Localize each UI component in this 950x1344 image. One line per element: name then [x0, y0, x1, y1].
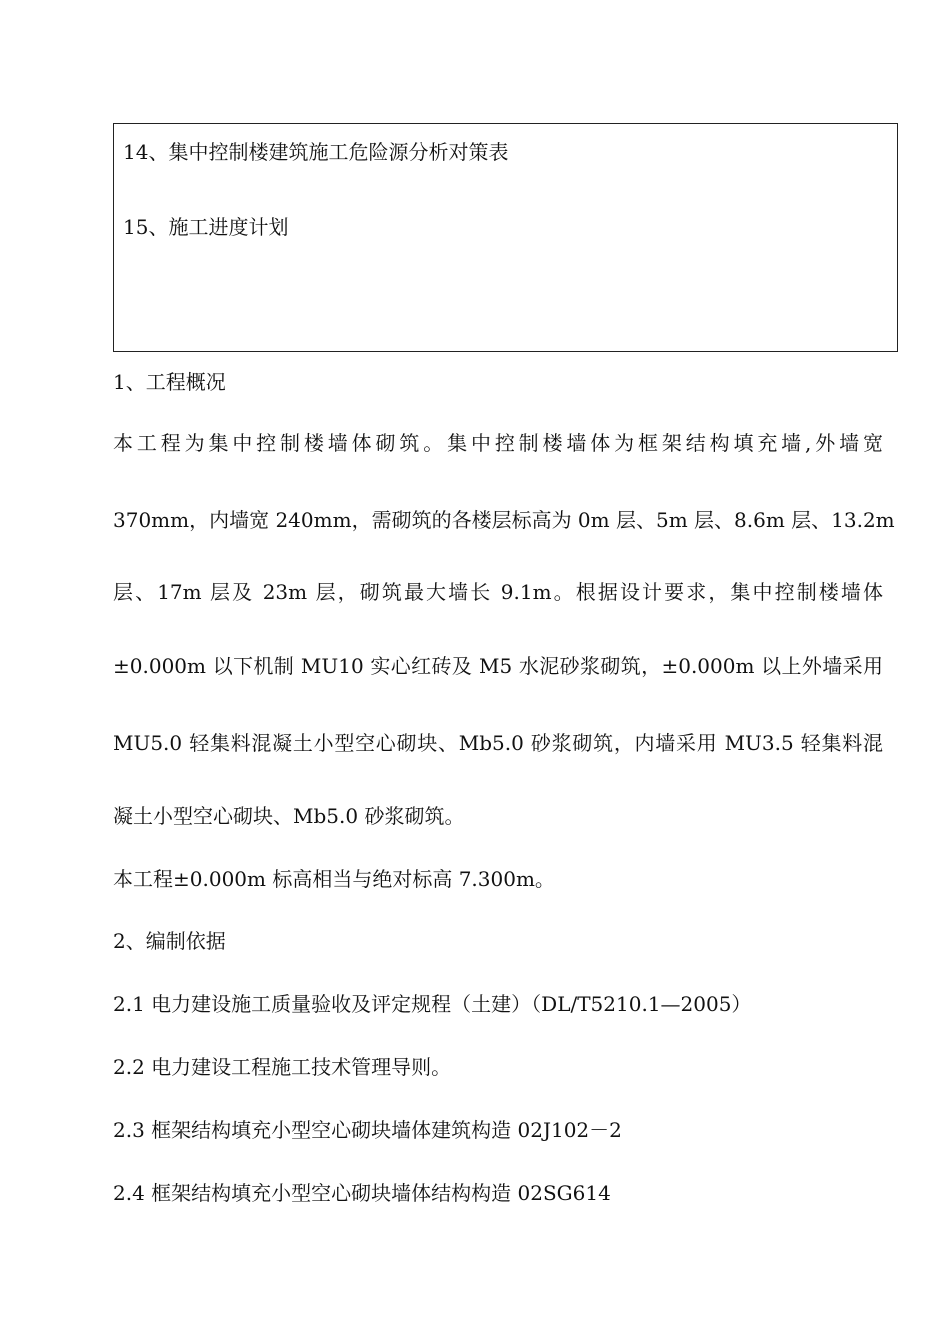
- section-1-heading: 1、工程概况: [113, 370, 226, 394]
- overview-line: 层、17m 层及 23m 层，砌筑最大墙长 9.1m。根据设计要求，集中控制楼墙体: [113, 580, 883, 604]
- reference-item: 2.2 电力建设工程施工技术管理导则。: [113, 1055, 452, 1079]
- toc-box: [113, 123, 898, 352]
- reference-item: 2.4 框架结构填充小型空心砌块墙体结构构造 02SG614: [113, 1181, 611, 1205]
- section-2-heading: 2、编制依据: [113, 929, 226, 953]
- reference-item: 2.3 框架结构填充小型空心砌块墙体建筑构造 02J102－2: [113, 1118, 622, 1142]
- overview-line: MU5.0 轻集料混凝土小型空心砌块、Mb5.0 砂浆砌筑，内墙采用 MU3.5 轻集料混: [113, 731, 883, 755]
- overview-line: 凝土小型空心砌块、Mb5.0 砂浆砌筑。: [113, 804, 465, 828]
- overview-line: ±0.000m 以下机制 MU10 实心红砖及 M5 水泥砂浆砌筑，±0.000m 以上外墙采用: [113, 654, 883, 678]
- overview-line: 本工程为集中控制楼墙体砌筑。集中控制楼墙体为框架结构填充墙,外墙宽: [113, 431, 883, 455]
- elevation-note: 本工程±0.000m 标高相当与绝对标高 7.300m。: [113, 867, 555, 891]
- overview-line: 370mm，内墙宽 240mm，需砌筑的各楼层标高为 0m 层、5m 层、8.6m 层、13.2m: [113, 508, 895, 532]
- toc-item-15: 15、施工进度计划: [123, 215, 289, 239]
- toc-item-14: 14、集中控制楼建筑施工危险源分析对策表: [123, 140, 509, 164]
- reference-item: 2.1 电力建设施工质量验收及评定规程（土建）（DL/T5210.1—2005）: [113, 992, 752, 1016]
